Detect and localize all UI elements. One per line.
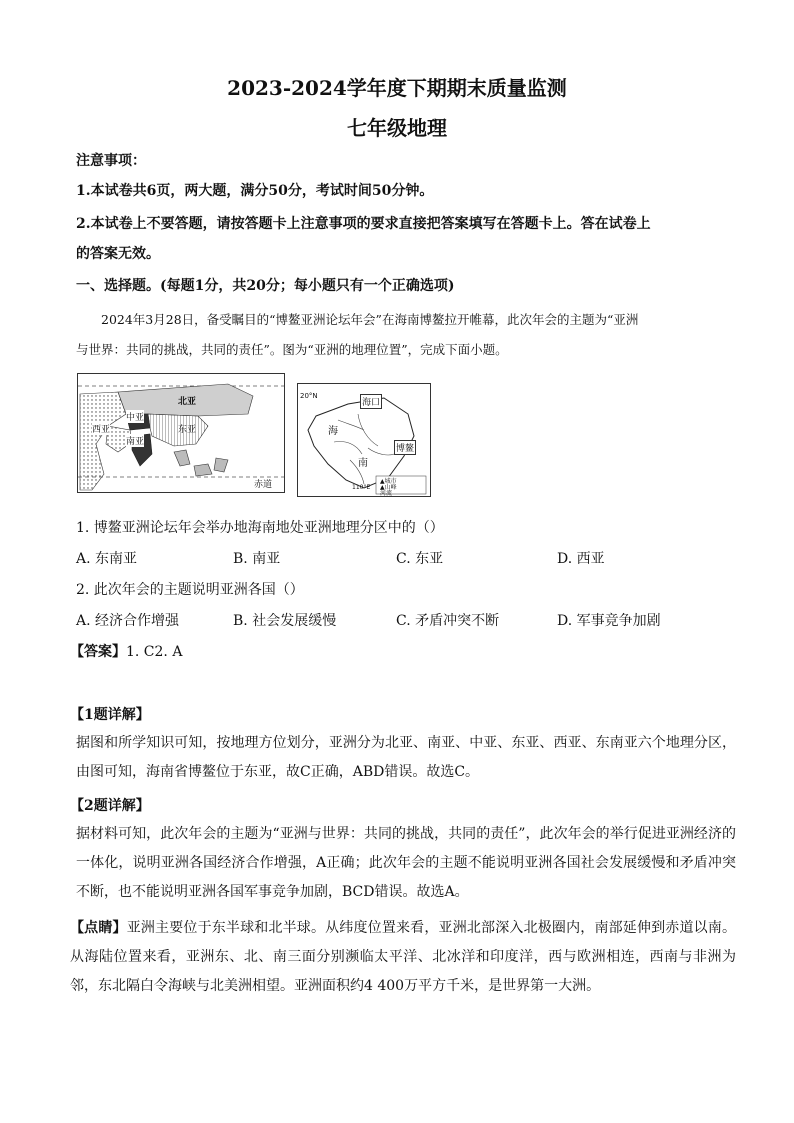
question-1-stem: 1. 博鳌亚洲论坛年会举办地海南地处亚洲地理分区中的（） — [76, 520, 444, 536]
question-2-option-b: B. 社会发展缓慢 — [233, 613, 337, 629]
map-legend-city: ▲城市 — [380, 478, 397, 485]
intro-text-cont: 与世界：共同的挑战，共同的责任”。图为“亚洲的地理位置”，完成下面小题。 — [76, 342, 508, 357]
map-label-haikou: 海口 — [360, 394, 382, 409]
tip-paragraph — [70, 914, 736, 1001]
map-label-east-asia: 东亚 — [178, 425, 197, 435]
map-legend-river: 河流 — [380, 490, 393, 497]
section-heading: 一、选择题。(每题1分，共20分；每小题只有一个正确选项) — [76, 278, 455, 294]
detail-1-text: 据图和所学知识可知，按地理方位划分，亚洲分为北亚、南亚、中亚、东亚、西亚、东南亚六个地理分区，由图可知，海南省博鳌位于东亚，故C正确，ABD错误。故选C。 — [76, 735, 736, 780]
detail-2-text: 据材料可知，此次年会的主题为“亚洲与世界：共同的挑战，共同的责任”，此次年会的举行促进亚洲经济的一体化，说明亚洲各国经济合作增强，A正确；此次年会的主题不能说明亚洲各国社会发展缓慢和矛盾冲突不断，也不能说明亚洲各国军事竞争加剧，BCD错误。故选A。 — [76, 826, 736, 900]
question-2-option-c: C. 矛盾冲突不断 — [396, 613, 500, 629]
hainan-map — [297, 383, 431, 497]
tip-heading: 【点睛】 — [70, 920, 127, 936]
answer-text: 1. C2. A — [126, 644, 183, 660]
tip-text: 亚洲主要位于东半球和北半球。从纬度位置来看，亚洲北部深入北极圈内，南部延伸到赤道以南。从海陆位置来看，亚洲东、北、南三面分别濒临太平洋、北冰洋和印度洋，西与欧洲相连，西南与非洲为邻，东北隔白令海峡与北美洲相望。亚洲面积约4 400万平方千米，是世界第一大洲。 — [70, 920, 737, 994]
page-subtitle: 七年级地理 — [347, 116, 447, 140]
map-label-longitude: 110°E — [352, 484, 371, 491]
question-2-option-d: D. 军事竞争加剧 — [557, 613, 661, 629]
question-2-option-a: A. 经济合作增强 — [76, 613, 180, 629]
question-1-option-a: A. 东南亚 — [76, 551, 138, 567]
question-2-stem: 2. 此次年会的主题说明亚洲各国（） — [76, 582, 304, 598]
map-label-latitude: 20°N — [300, 392, 318, 400]
question-1-option-b: B. 南亚 — [233, 551, 281, 567]
map-label-boao: 博鳌 — [394, 440, 416, 455]
map-legend-peak: ▲山峰 — [380, 484, 397, 491]
detail-2-heading: 【2题详解】 — [70, 798, 150, 814]
question-1-option-c: C. 东亚 — [396, 551, 444, 567]
map-label-hai: 海 — [328, 426, 338, 437]
map-label-west-asia: 西亚 — [92, 422, 110, 435]
answer-line — [70, 641, 182, 661]
map-label-south-asia: 南亚 — [126, 434, 144, 447]
detail-1-heading: 【1题详解】 — [70, 707, 150, 723]
map-label-north-asia: 北亚 — [178, 397, 197, 407]
intro-text: 2024年3月28日，备受瞩目的“博鳌亚洲论坛年会”在海南博鳌拉开帷幕，此次年会的主题为“亚洲 — [101, 312, 639, 327]
question-1-option-d: D. 西亚 — [557, 551, 605, 567]
page-title: 2023-2024学年度下期期末质量监测 — [227, 76, 567, 100]
asia-location-map — [77, 373, 285, 493]
answer-label: 【答案】 — [70, 644, 126, 660]
notice-heading: 注意事项： — [76, 153, 146, 169]
notice-item-1: 1.本试卷共6页，两大题，满分50分，考试时间50分钟。 — [76, 183, 434, 199]
notice-item-2: 2.本试卷上不要答题，请按答题卡上注意事项的要求直接把答案填写在答题卡上。答在试卷上 — [76, 216, 651, 232]
map-label-nan: 南 — [358, 458, 368, 469]
map-label-central-asia: 中亚 — [126, 410, 144, 423]
notice-item-2-cont: 的答案无效。 — [76, 246, 160, 262]
map-label-equator: 赤道 — [254, 480, 273, 490]
